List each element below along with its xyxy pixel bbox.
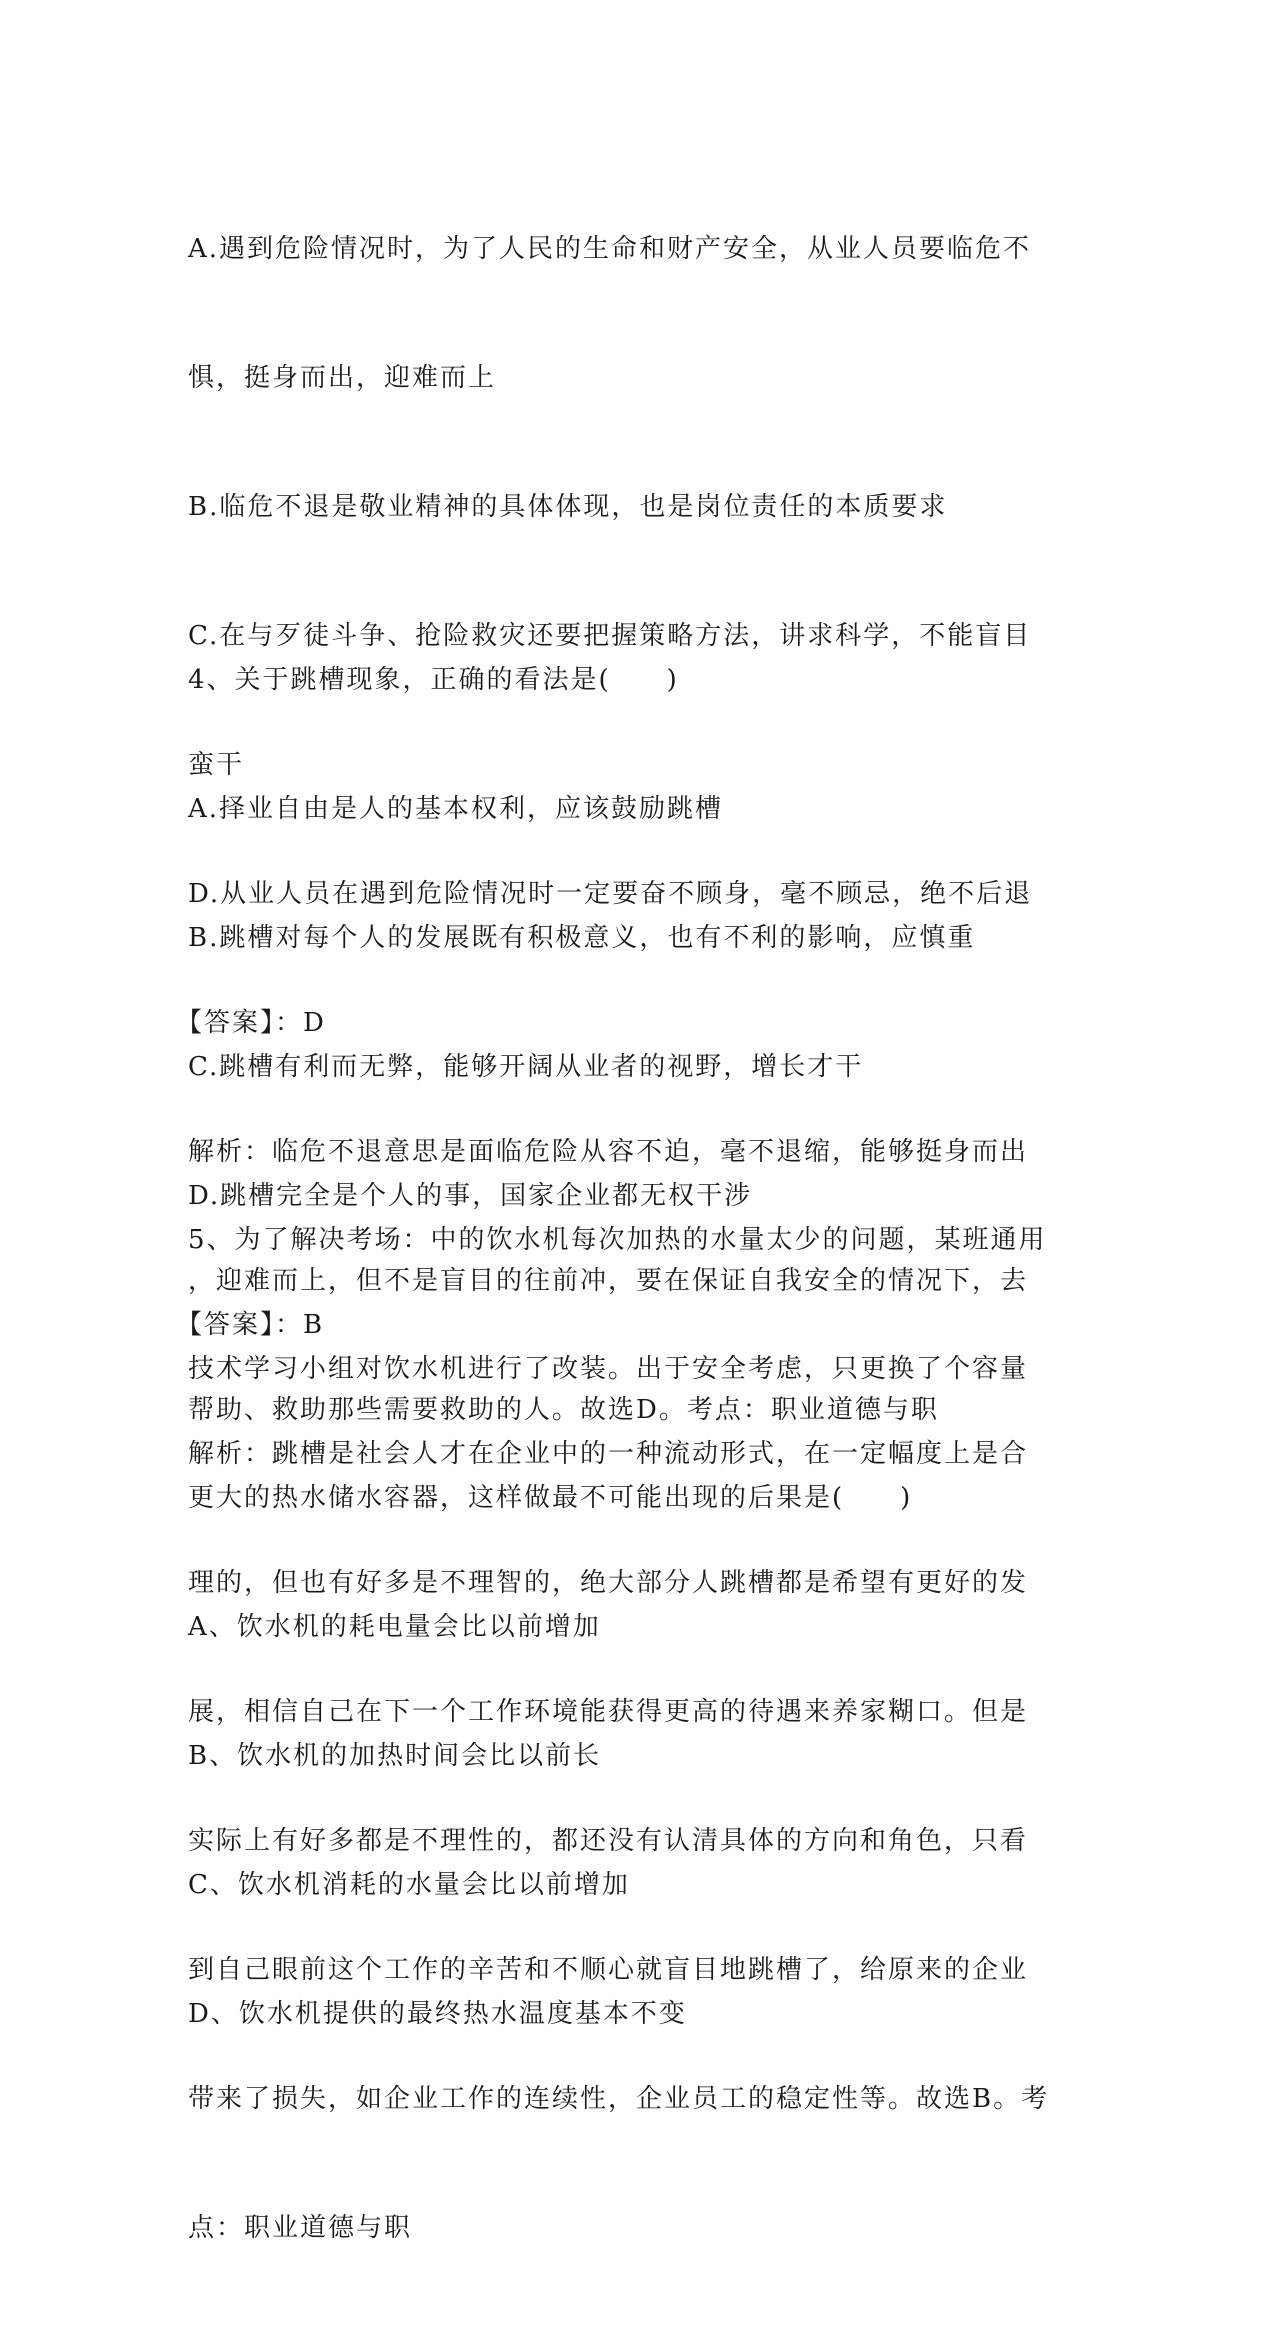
option-a: A.择业自由是人的基本权利，应该鼓励跳槽 [188, 794, 724, 824]
option-a-line-2: 惧，挺身而出，迎难而上 [188, 363, 497, 393]
analysis-line-3: 展，相信自己在下一个工作环境能获得更高的待遇来养家糊口。但是 [188, 1697, 1029, 1727]
question-line-2: 技术学习小组对饮水机进行了改装。出于安全考虑，只更换了个容量 [188, 1354, 1029, 1384]
option-a-line-1: A.遇到危险情况时，为了人民的生命和财产安全，从业人员要临危不 [188, 234, 1032, 264]
option-c-line-1: C.在与歹徒斗争、抢险救灾还要把握策略方法，讲求科学，不能盲目 [188, 621, 1032, 651]
analysis-line-3: 帮助、救助那些需要救助的人。故选D。考点：职业道德与职 [188, 1395, 939, 1425]
answer: 【答案】：B [176, 1310, 325, 1340]
option-d: D、饮水机提供的最终热水温度基本不变 [188, 1999, 687, 2029]
question-line-1: 5、为了解决考场：中的饮水机每次加热的水量太少的问题，某班通用 [188, 1225, 1047, 1255]
option-b: B.临危不退是敬业精神的具体体现，也是岗位责任的本质要求 [188, 492, 948, 522]
analysis-line-2: 理的，但也有好多是不理智的，绝大部分人跳槽都是希望有更好的发 [188, 1568, 1029, 1598]
analysis-line-4: 实际上有好多都是不理性的，都还没有认清具体的方向和角色，只看 [188, 1826, 1029, 1856]
analysis-line-7: 点：职业道德与职 [188, 2213, 413, 2243]
answer: 【答案】：D [176, 1008, 326, 1038]
analysis-line-6: 带来了损失，如企业工作的连续性，企业员工的稳定性等。故选B。考 [188, 2084, 1050, 2114]
analysis-line-1: 解析：临危不退意思是面临危险从容不迫，毫不退缩，能够挺身而出 [188, 1137, 1029, 1167]
analysis-line-5: 到自己眼前这个工作的辛苦和不顺心就盲目地跳槽了，给原来的企业 [188, 1955, 1029, 1985]
option-b: B、饮水机的加热时间会比以前长 [188, 1741, 602, 1771]
option-c-line-2: 蛮干 [188, 750, 245, 780]
option-c: C.跳槽有利而无弊，能够开阔从业者的视野，增长才干 [188, 1052, 864, 1082]
question-5 [188, 1133, 1093, 2122]
analysis-line-1: 解析：跳槽是社会人才在企业中的一种流动形式，在一定幅度上是合 [188, 1439, 1029, 1469]
analysis-line-2: ，迎难而上，但不是盲目的往前冲，要在保证自我安全的情况下，去 [188, 1266, 1029, 1296]
option-a: A、饮水机的耗电量会比以前增加 [188, 1612, 601, 1642]
option-d: D.从业人员在遇到危险情况时一定要奋不顾身，毫不顾忌，绝不后退 [188, 879, 1033, 909]
option-b: B.跳槽对每个人的发展既有积极意义，也有不利的影响，应慎重 [188, 923, 976, 953]
option-d: D.跳槽完全是个人的事，国家企业都无权干涉 [188, 1181, 753, 1211]
question-line-3: 更大的热水储水容器，这样做最不可能出现的后果是( ) [188, 1483, 913, 1513]
question-text: 4、关于跳槽现象，正确的看法是( ) [188, 665, 679, 695]
option-c: C、饮水机消耗的水量会比以前增加 [188, 1870, 630, 1900]
